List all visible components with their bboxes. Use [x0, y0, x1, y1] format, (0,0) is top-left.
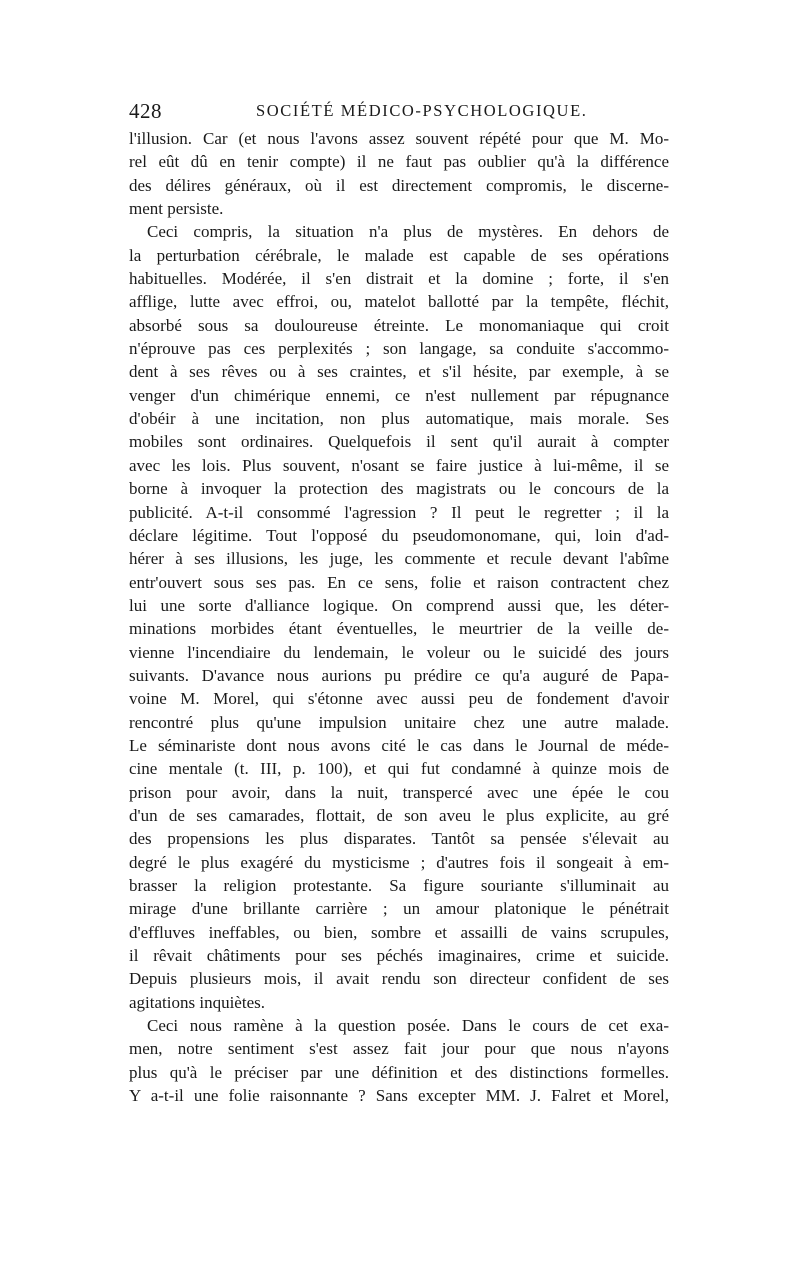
text-line: cine mentale (t. III, p. 100), et qui fut condamné à quinze mois de — [129, 759, 669, 779]
text-line: des propensions les plus disparates. Tantôt sa pensée s'élevait au — [129, 829, 669, 849]
text-line: absorbé sous sa douloureuse étreinte. Le monomaniaque qui croit — [129, 315, 669, 335]
text-line: Depuis plusieurs mois, il avait rendu son directeur confident de ses — [129, 969, 669, 989]
text-line: Le séminariste dont nous avons cité le cas dans le Journal de méde- — [129, 735, 669, 755]
text-line: des délires généraux, où il est directement compromis, le discerne- — [129, 175, 669, 195]
text-line: brasser la religion protestante. Sa figure souriante s'illuminait au — [129, 876, 669, 895]
text-line: mobiles sont ordinaires. Quelquefois il sent qu'il aurait à compter — [129, 432, 669, 452]
text-line: vienne l'incendiaire du lendemain, le voleur ou le suicidé des jours — [129, 642, 669, 662]
text-line: suivants. D'avance nous aurions pu prédire ce qu'a auguré de Papa- — [129, 665, 669, 685]
text-line: Y a-t-il une folie raisonnante ? Sans excepter MM. J. Falret et Morel, — [129, 1086, 669, 1106]
text-line: la perturbation cérébrale, le malade est capable de ses opérations — [129, 245, 669, 265]
text-line: mirage d'une brillante carrière ; un amour platonique le pénétrait — [129, 899, 669, 919]
text-line: déclare légitime. Tout l'opposé du pseudomonomane, qui, loin d'ad- — [129, 525, 669, 545]
text-line: lui une sorte d'alliance logique. On comprend aussi que, les déter- — [129, 595, 669, 615]
running-head: SOCIÉTÉ MÉDICO-PSYCHOLOGIQUE. — [256, 101, 588, 120]
text-line: dent à ses rêves ou à ses craintes, et s'il hésite, par exemple, à se — [129, 362, 669, 382]
text-line: venger d'un chimérique ennemi, ce n'est nullement par répugnance — [129, 385, 669, 405]
text-line: d'obéir à une incitation, non plus automatique, mais morale. Ses — [129, 409, 669, 429]
body-text — [129, 127, 669, 1107]
text-line: n'éprouve pas ces perplexités ; son langage, sa conduite s'accommo- — [129, 339, 669, 359]
text-line: men, notre sentiment s'est assez fait jour pour que nous n'ayons — [129, 1039, 669, 1059]
text-line: minations morbides étant éventuelles, le meurtrier de la veille de- — [129, 619, 669, 639]
text-line: l'illusion. Car (et nous l'avons assez souvent répété pour que M. Mo- — [129, 129, 669, 148]
text-line: ment persiste. — [129, 199, 224, 219]
text-line: il rêvait châtiments pour ses péchés imaginaires, crime et suicide. — [129, 946, 669, 966]
text-line: entr'ouvert sous ses pas. En ce sens, folie et raison contractent chez — [129, 572, 669, 592]
text-line: rel eût dû en tenir compte) il ne faut pas oublier qu'à la différence — [129, 152, 669, 172]
text-line: plus qu'à le préciser par une définition et des distinctions formelles. — [129, 1062, 669, 1082]
text-line: Ceci nous ramène à la question posée. Dans le cours de cet exa- — [147, 1016, 669, 1036]
text-line: voine M. Morel, qui s'étonne avec aussi peu de fondement d'avoir — [129, 689, 669, 709]
text-line: degré le plus exagéré du mysticisme ; d'autres fois il songeait à em- — [129, 852, 669, 872]
text-line: prison pour avoir, dans la nuit, transpercé avec une épée le cou — [129, 782, 669, 802]
text-line: agitations inquiètes. — [129, 992, 265, 1012]
text-line: hérer à ses illusions, les juge, les commente et recule devant l'abîme — [129, 549, 669, 569]
text-line: afflige, lutte avec effroi, ou, matelot ballotté par la tempête, fléchit, — [129, 292, 669, 312]
text-line: habituelles. Modérée, il s'en distrait et la domine ; forte, il s'en — [129, 269, 669, 289]
page-number: 428 — [129, 99, 162, 123]
text-line: Ceci compris, la situation n'a plus de mystères. En dehors de — [147, 222, 669, 242]
text-line: publicité. A-t-il consommé l'agression ? Il peut le regretter ; il la — [129, 502, 669, 522]
text-line: rencontré plus qu'une impulsion unitaire chez une autre malade. — [129, 712, 669, 732]
page-header — [129, 95, 669, 125]
text-line: d'un de ses camarades, flottait, de son aveu le plus explicite, au gré — [129, 805, 669, 825]
text-line: d'effluves ineffables, ou bien, sombre et assailli de vains scrupules, — [129, 922, 669, 942]
text-line: borne à invoquer la protection des magistrats ou le concours de la — [129, 479, 669, 499]
text-line: avec les lois. Plus souvent, n'osant se faire justice à lui-même, il se — [129, 455, 669, 475]
